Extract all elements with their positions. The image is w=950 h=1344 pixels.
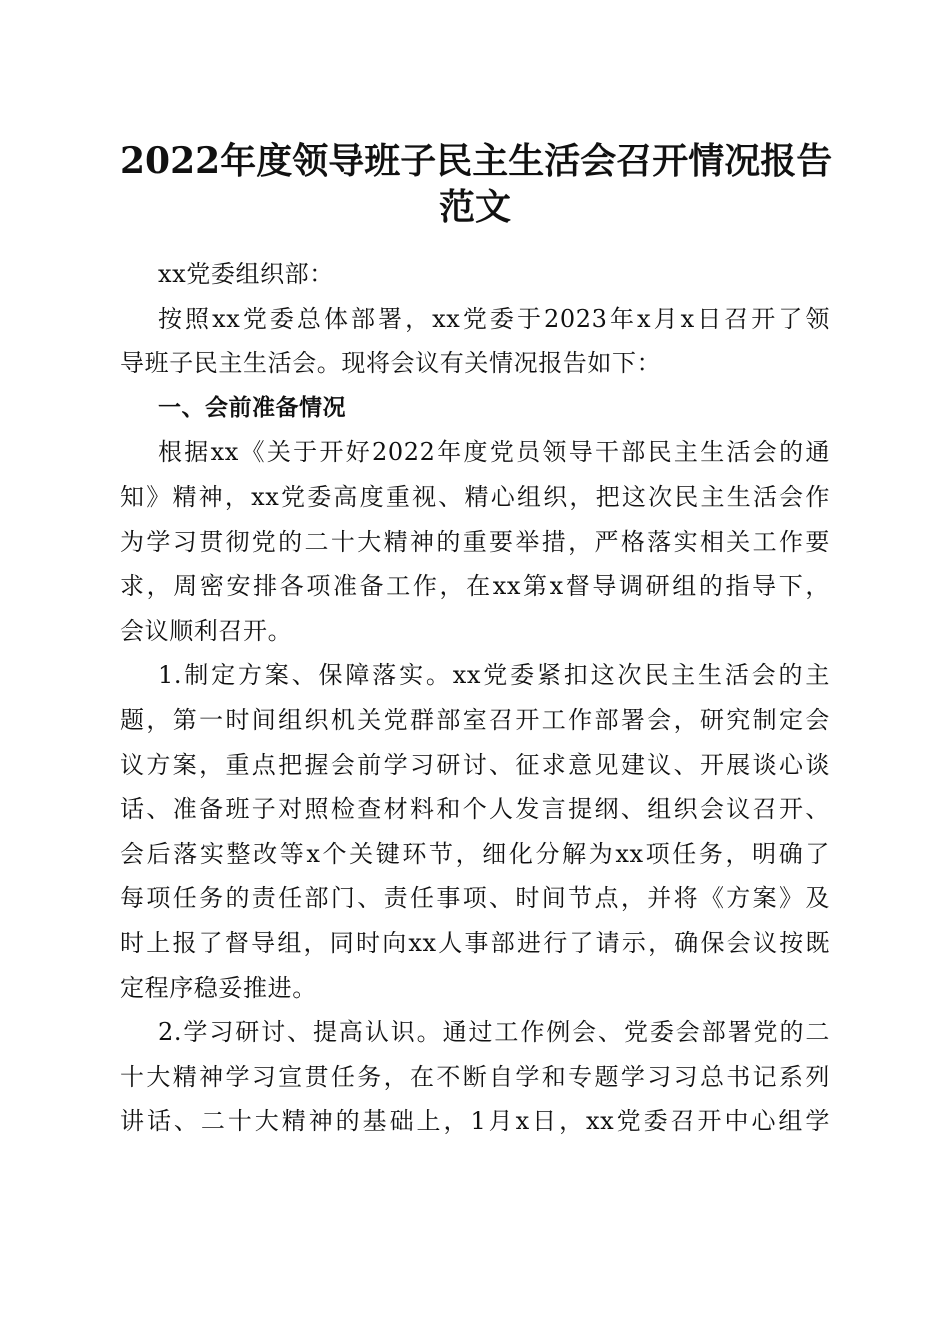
item2-paragraph — [120, 1010, 830, 1144]
salutation — [120, 252, 830, 297]
text-line: 会后落实整改等x个关键环节，细化分解为xx项任务，明确了 — [120, 839, 830, 868]
intro-paragraph — [120, 297, 830, 386]
text-line: 按照xx党委总体部署，xx党委于2023年x月x日召开了领 — [158, 304, 830, 333]
text-line: 题，第一时间组织机关党群部室召开工作部署会，研究制定会 — [120, 705, 830, 734]
text-line: 1.制定方案、保障落实。xx党委紧扣这次民主生活会的主 — [158, 661, 830, 690]
document-body — [120, 252, 830, 1144]
text-line: 根据xx《关于开好2022年度党员领导干部民主生活会的通 — [158, 438, 830, 467]
text-line: 2.学习研讨、提高认识。通过工作例会、党委会部署党的二 — [158, 1018, 830, 1047]
section1-paragraph — [120, 430, 830, 653]
text-line: 导班子民主生活会。现将会议有关情况报告如下： — [120, 349, 662, 378]
title-line-2: 范文 — [438, 186, 511, 228]
text-line: 定程序稳妥推进。 — [120, 973, 317, 1002]
salutation-text: xx党委组织部： — [158, 260, 334, 288]
text-line: 知》精神，xx党委高度重视、精心组织，把这次民主生活会作 — [120, 482, 830, 511]
text-line: 每项任务的责任部门、责任事项、时间节点，并将《方案》及 — [120, 884, 830, 913]
text-line: 为学习贯彻党的二十大精神的重要举措，严格落实相关工作要 — [120, 527, 830, 556]
text-line: 会议顺利召开。 — [120, 616, 293, 645]
text-line: 议方案，重点把握会前学习研讨、征求意见建议、开展谈心谈 — [120, 750, 830, 779]
text-line: 话、准备班子对照检查材料和个人发言提纲、组织会议召开、 — [120, 795, 830, 824]
title-line-1: 2022年度领导班子民主生活会召开情况报告 — [120, 140, 833, 182]
section-heading: 一、会前准备情况 — [158, 394, 346, 421]
text-line: 时上报了督导组，同时向xx人事部进行了请示，确保会议按既 — [120, 928, 830, 957]
text-line: 十大精神学习宣贯任务，在不断自学和专题学习习总书记系列 — [120, 1062, 830, 1091]
text-line: 求，周密安排各项准备工作，在xx第x督导调研组的指导下， — [120, 572, 830, 601]
document-title — [120, 138, 833, 230]
text-line: 讲话、二十大精神的基础上，1月x日，xx党委召开中心组学 — [120, 1107, 830, 1136]
item1-paragraph — [120, 653, 830, 1010]
